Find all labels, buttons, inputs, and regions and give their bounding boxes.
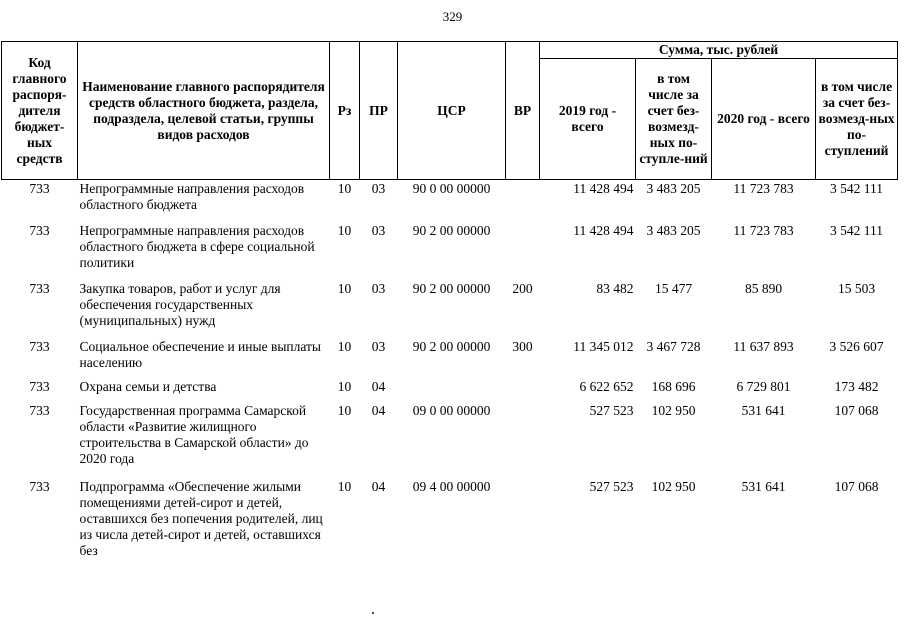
cell-2019-total: 527 523 [589,478,634,494]
header-rz: Рз [330,42,360,180]
cell-csr: 90 2 00 00000 [412,222,491,238]
header-vr: ВР [506,42,540,180]
cell-2020-total: 11 637 893 [733,338,794,354]
table-row [2,478,898,568]
table-row [2,222,898,280]
cell-2019-total: 11 428 494 [573,181,634,196]
cell-rz: 10 [337,181,352,196]
cell-csr: 90 2 00 00000 [412,280,491,296]
table-row [2,180,898,222]
cell-vr: 300 [512,338,533,354]
cell-pr: 03 [371,181,386,196]
cell-rz: 10 [337,402,352,418]
cell-csr [398,378,506,402]
table-header [2,42,898,180]
cell-name: Социальное обеспечение и иные выплаты населению [79,338,321,370]
cell-name: Охрана семьи и детства [79,378,217,394]
header-pr: ПР [360,42,398,180]
cell-2020-free: 3 526 607 [829,338,884,354]
cell-2020-total: 11 723 783 [733,222,794,238]
table-row [2,402,898,478]
header-2020-free: в том числе за счет без-возмезд-ных по-ступлений [816,59,898,180]
cell-2019-free: 168 696 [651,378,696,394]
cell-2019-total: 527 523 [589,402,634,418]
cell-rz: 10 [337,280,352,296]
cell-pr: 03 [371,338,386,354]
cell-2019-free: 102 950 [651,478,696,494]
cell-vr [506,222,540,280]
cell-code: 733 [29,222,50,238]
cell-2020-total: 11 723 783 [733,181,794,196]
cell-vr [506,402,540,478]
cell-csr: 90 0 00 00000 [412,181,491,196]
cell-code: 733 [29,478,50,494]
cell-rz: 10 [337,338,352,354]
cell-pr: 04 [371,378,386,394]
cell-rz: 10 [337,222,352,238]
cell-2019-free: 3 483 205 [646,222,701,238]
table-row [2,378,898,402]
cell-vr [506,478,540,568]
cell-csr: 09 0 00 00000 [412,402,491,418]
cell-pr: 04 [371,478,386,494]
cell-2019-free: 15 477 [654,280,693,296]
cell-2020-free: 3 542 111 [830,222,884,238]
header-csr: ЦСР [398,42,506,180]
cell-name: Непрограммные направления расходов областного бюджета в сфере социальной политики [79,222,315,270]
cell-vr [506,378,540,402]
cell-pr: 03 [371,222,386,238]
cell-2019-total: 83 482 [596,280,634,296]
cell-code: 733 [29,402,50,418]
header-2019-free: в том числе за счет без-возмезд-ных по-ступле-ний [636,59,712,180]
cell-2019-free: 3 467 728 [646,338,701,354]
cell-2020-total: 85 890 [744,280,783,296]
cell-pr: 04 [371,402,386,418]
cell-2020-free: 107 068 [834,478,879,494]
cell-csr: 90 2 00 00000 [412,338,491,354]
scan-dot [372,612,374,614]
cell-code: 733 [29,181,50,196]
cell-2019-total: 11 345 012 [573,338,634,354]
cell-2019-free: 102 950 [651,402,696,418]
header-2019-total: 2019 год - всего [540,59,636,180]
cell-vr: 200 [512,280,533,296]
table-row [2,338,898,378]
table-body [2,180,898,568]
cell-2020-free: 107 068 [834,402,879,418]
cell-code: 733 [29,280,50,296]
cell-2019-total: 6 622 652 [579,378,634,394]
page-number: 329 [442,9,463,24]
header-2020-total: 2020 год - всего [712,59,816,180]
cell-rz: 10 [337,478,352,494]
cell-code: 733 [29,378,50,394]
cell-2020-free: 15 503 [837,280,876,296]
cell-pr: 03 [371,280,386,296]
header-code: Код главного распоря-дителя бюджет-ных средств [2,42,78,180]
cell-2020-free: 3 542 111 [830,181,884,196]
header-name: Наименование главного распорядителя средств областного бюджета, раздела, подраздела, целевой статьи, группы видов расходов [78,42,330,180]
cell-2020-free: 173 482 [834,378,879,394]
cell-name: Государственная программа Самарской области «Развитие жилищного строительства в Самарской области» до 2020 года [79,402,309,466]
cell-2019-total: 11 428 494 [573,222,634,238]
cell-2020-total: 531 641 [741,402,786,418]
cell-name: Закупка товаров, работ и услуг для обеспечения государственных (муниципальных) нужд [79,280,281,328]
cell-rz: 10 [337,378,352,394]
header-sum-group: Сумма, тыс. рублей [540,42,898,59]
budget-table [1,41,898,568]
cell-csr: 09 4 00 00000 [412,478,491,494]
cell-2019-free: 3 483 205 [646,181,701,196]
cell-name: Подпрограмма «Обеспечение жилыми помещениями детей-сирот и детей, оставшихся без попечения родителей, лиц из числа детей-сирот и детей, оставшихся без [79,478,323,558]
cell-2020-total: 531 641 [741,478,786,494]
cell-name: Непрограммные направления расходов областного бюджета [79,181,305,212]
cell-2020-total: 6 729 801 [736,378,791,394]
cell-vr [506,180,540,222]
table-row [2,280,898,338]
cell-code: 733 [29,338,50,354]
